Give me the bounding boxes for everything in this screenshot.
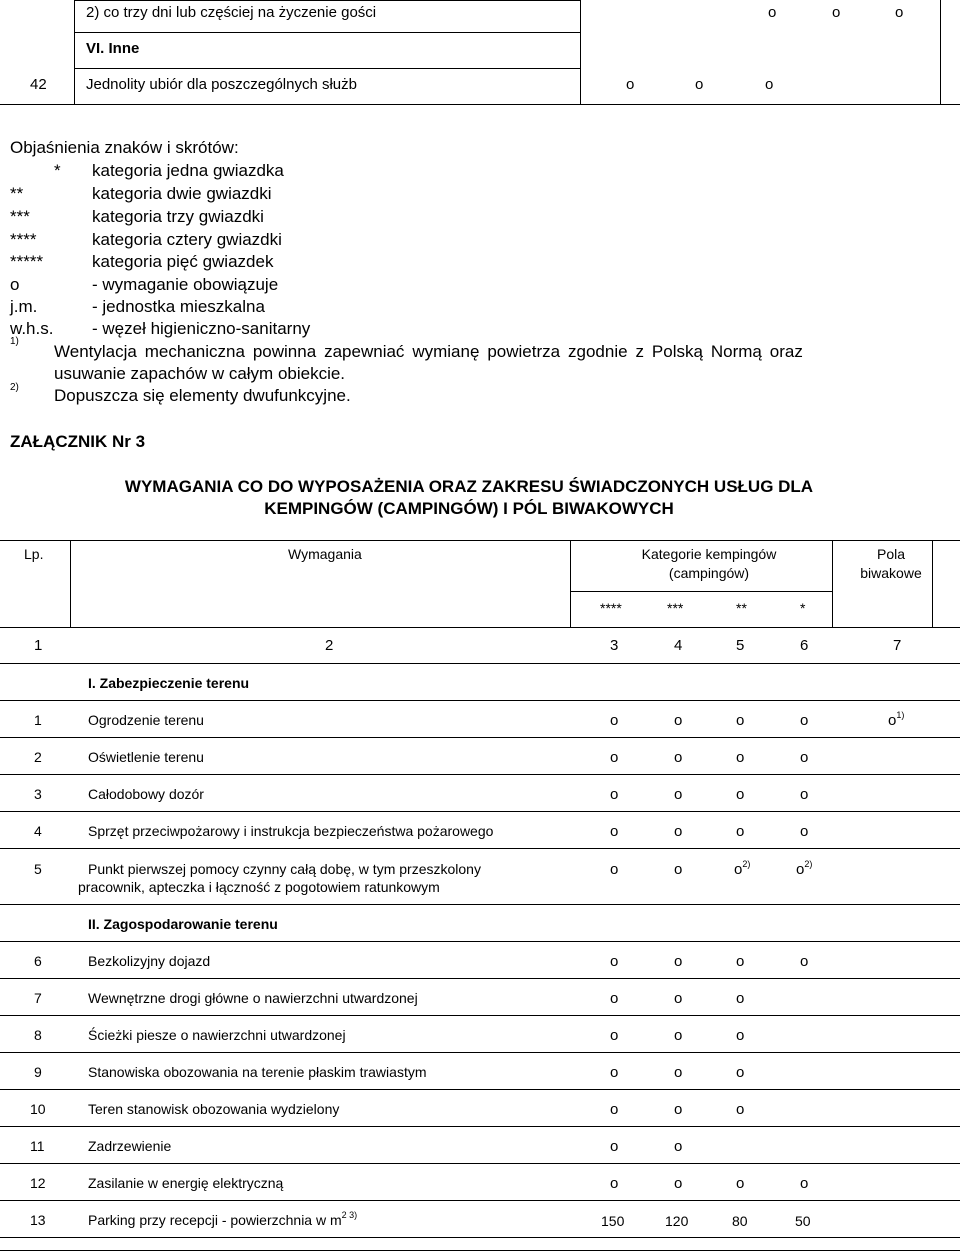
cell-mark: o [610, 861, 619, 878]
header-stars-2: ** [736, 600, 747, 616]
row-number: 10 [30, 1101, 46, 1117]
cell-mark: o [736, 786, 745, 803]
cell-mark: o [610, 749, 619, 766]
cell-mark: o [736, 749, 745, 766]
requirement-text: Teren stanowisk obozowania wydzielony [88, 1101, 340, 1117]
cell-mark: o [610, 1175, 619, 1192]
row-number: 8 [34, 1027, 42, 1043]
cell-mark: o [610, 990, 619, 1007]
cell-mark: o [674, 1101, 683, 1118]
header-fields-sub: biwakowe [860, 565, 922, 581]
column-number: 3 [610, 637, 619, 654]
requirement-text: pracownik, apteczka i łączność z pogotowiem ratunkowym [78, 879, 440, 895]
row-number: 42 [30, 76, 47, 93]
legend-desc: - jednostka mieszkalna [92, 297, 265, 316]
cell-mark: o [800, 712, 809, 729]
footnote-text: Dopuszcza się elementy dwufunkcyjne. [54, 386, 351, 405]
top-row-cell: o [832, 4, 841, 21]
cell-mark: o [674, 1138, 683, 1155]
cell-mark: o [736, 953, 745, 970]
requirement-text: Stanowiska obozowania na terenie płaskim trawiastym [88, 1064, 427, 1080]
cell-mark: o [674, 953, 683, 970]
cell-mark: o [674, 1064, 683, 1081]
requirement-text: Parking przy recepcji - powierzchnia w $m^{2 3)}$ [88, 1210, 358, 1228]
row-number: 2 [34, 749, 42, 765]
legend-title: Objaśnienia znaków i skrótów: [10, 138, 239, 157]
legend-symbol: **** [10, 230, 37, 249]
section-heading: I. Zabezpieczenie terenu [88, 675, 250, 691]
legend-desc: kategoria dwie gwiazdki [92, 184, 272, 203]
column-number: 5 [736, 637, 745, 654]
cell-mark: o [610, 953, 619, 970]
top-row-cell: o [695, 76, 704, 93]
legend-symbol: ***** [10, 252, 44, 271]
cell-mark: $o^{1)}$ [888, 710, 905, 729]
legend-symbol: ** [10, 184, 24, 203]
cell-mark: o [800, 823, 809, 840]
cell-mark: o [736, 712, 745, 729]
cell-mark: o [736, 1175, 745, 1192]
top-row-text: Jednolity ubiór dla poszczególnych służb [86, 76, 357, 93]
legend-symbol: *** [10, 207, 30, 226]
legend-symbol: w.h.s. [10, 319, 54, 338]
footnote-text: usuwanie zapachów w całym obiekcie. [54, 364, 346, 383]
requirement-text: Ogrodzenie terenu [88, 712, 204, 728]
footnote-ref: 2) [742, 859, 751, 869]
top-row-cell: o [768, 4, 777, 21]
cell-mark: o [674, 823, 683, 840]
cell-mark: o [674, 861, 683, 878]
requirement-text: Zadrzewienie [88, 1138, 172, 1154]
top-row-cell: o [626, 76, 635, 93]
legend-symbol: o [10, 275, 20, 294]
legend-desc: - węzeł higieniczno-sanitarny [92, 319, 311, 338]
column-number: 6 [800, 637, 809, 654]
row-number: 13 [30, 1212, 46, 1228]
cell-mark: o [674, 1027, 683, 1044]
footnote-ref: 1) [896, 710, 905, 720]
legend-desc: kategoria jedna gwiazdka [92, 161, 284, 180]
row-number: 5 [34, 861, 42, 877]
row-number: 1 [34, 712, 42, 728]
row-number: 3 [34, 786, 42, 802]
cell-mark: o [610, 712, 619, 729]
row-number: 9 [34, 1064, 42, 1080]
cell-mark: o [610, 1101, 619, 1118]
annex-label: ZAŁĄCZNIK Nr 3 [10, 432, 146, 451]
row-number: 11 [30, 1138, 45, 1154]
row-number: 7 [34, 990, 42, 1006]
column-number: 4 [674, 637, 683, 654]
legend-desc: kategoria cztery gwiazdki [92, 230, 282, 249]
cell-mark: o [610, 1027, 619, 1044]
legend-desc: kategoria trzy gwiazdki [92, 207, 264, 226]
cell-mark: o [800, 953, 809, 970]
cell-value: 150 [601, 1213, 625, 1229]
row-number: 12 [30, 1175, 46, 1191]
header-categories: Kategorie kempingów [641, 546, 777, 562]
requirement-text: Bezkolizyjny dojazd [88, 953, 211, 969]
cell-mark: o [736, 1027, 745, 1044]
header-requirements: Wymagania [288, 546, 362, 562]
row-number: 4 [34, 823, 42, 839]
section-heading: VI. Inne [86, 40, 140, 57]
cell-mark: o [736, 1101, 745, 1118]
header-lp: Lp. [24, 546, 44, 562]
cell-mark: o [674, 749, 683, 766]
legend-symbol: * [54, 161, 61, 180]
footnote-ref: 2 3) [341, 1210, 358, 1220]
section-heading: II. Zagospodarowanie terenu [88, 916, 278, 932]
cell-mark: o [674, 990, 683, 1007]
requirement-text: Zasilanie w energię elektryczną [88, 1175, 284, 1191]
annex-title-line2: KEMPINGÓW (CAMPINGÓW) I PÓL BIWAKOWYCH [264, 499, 674, 518]
cell-value: 50 [795, 1213, 811, 1229]
cell-mark: o [610, 1064, 619, 1081]
cell-mark: o [736, 1064, 745, 1081]
column-number: 2 [325, 637, 334, 654]
header-stars-3: *** [667, 600, 684, 616]
cell-mark: o [610, 786, 619, 803]
legend-desc: kategoria pięć gwiazdek [92, 252, 274, 271]
column-number: 1 [34, 637, 43, 654]
requirement-text: Punkt pierwszej pomocy czynny całą dobę, w tym przeszkolony [88, 861, 481, 877]
top-row-cell: o [765, 76, 774, 93]
footnote-text: Wentylacja mechaniczna powinna zapewniać wymianę powietrza zgodnie z Polską Normą oraz [54, 342, 803, 361]
cell-mark: o [800, 786, 809, 803]
requirement-text: Wewnętrzne drogi główne o nawierzchni utwardzonej [88, 990, 418, 1006]
requirement-text: Całodobowy dozór [88, 786, 204, 802]
footnote-mark: 1) [10, 336, 19, 347]
footnote-ref: 2) [804, 859, 813, 869]
column-number: 7 [893, 637, 902, 654]
top-row-cell: o [895, 4, 904, 21]
cell-mark: $o^{2)}$ [734, 859, 751, 878]
header-fields: Pola [876, 546, 906, 562]
cell-mark: o [610, 823, 619, 840]
cell-mark: o [800, 749, 809, 766]
cell-mark: o [674, 786, 683, 803]
requirement-text: Ścieżki piesze o nawierzchni utwardzonej [88, 1027, 346, 1043]
top-row-text: 2) co trzy dni lub częściej na życzenie gości [86, 4, 377, 21]
cell-mark: o [736, 823, 745, 840]
requirement-text: Oświetlenie terenu [88, 749, 204, 765]
header-categories-sub: (campingów) [668, 565, 750, 581]
legend-desc: - wymaganie obowiązuje [92, 275, 279, 294]
legend-symbol: j.m. [10, 297, 38, 316]
cell-mark: o [674, 712, 683, 729]
cell-value: 120 [665, 1213, 689, 1229]
footnote-mark: 2) [10, 382, 19, 393]
header-stars-4: **** [600, 600, 622, 616]
cell-mark: o [610, 1138, 619, 1155]
cell-mark: o [800, 1175, 809, 1192]
requirement-text: Sprzęt przeciwpożarowy i instrukcja bezpieczeństwa pożarowego [88, 823, 494, 839]
cell-mark: o [674, 1175, 683, 1192]
cell-value: 80 [732, 1213, 748, 1229]
annex-title-line1: WYMAGANIA CO DO WYPOSAŻENIA ORAZ ZAKRESU ŚWIADCZONYCH USŁUG DLA [124, 477, 814, 496]
cell-mark: $o^{2)}$ [796, 859, 813, 878]
row-number: 6 [34, 953, 42, 969]
cell-mark: o [736, 990, 745, 1007]
header-stars-1: * [800, 600, 806, 616]
